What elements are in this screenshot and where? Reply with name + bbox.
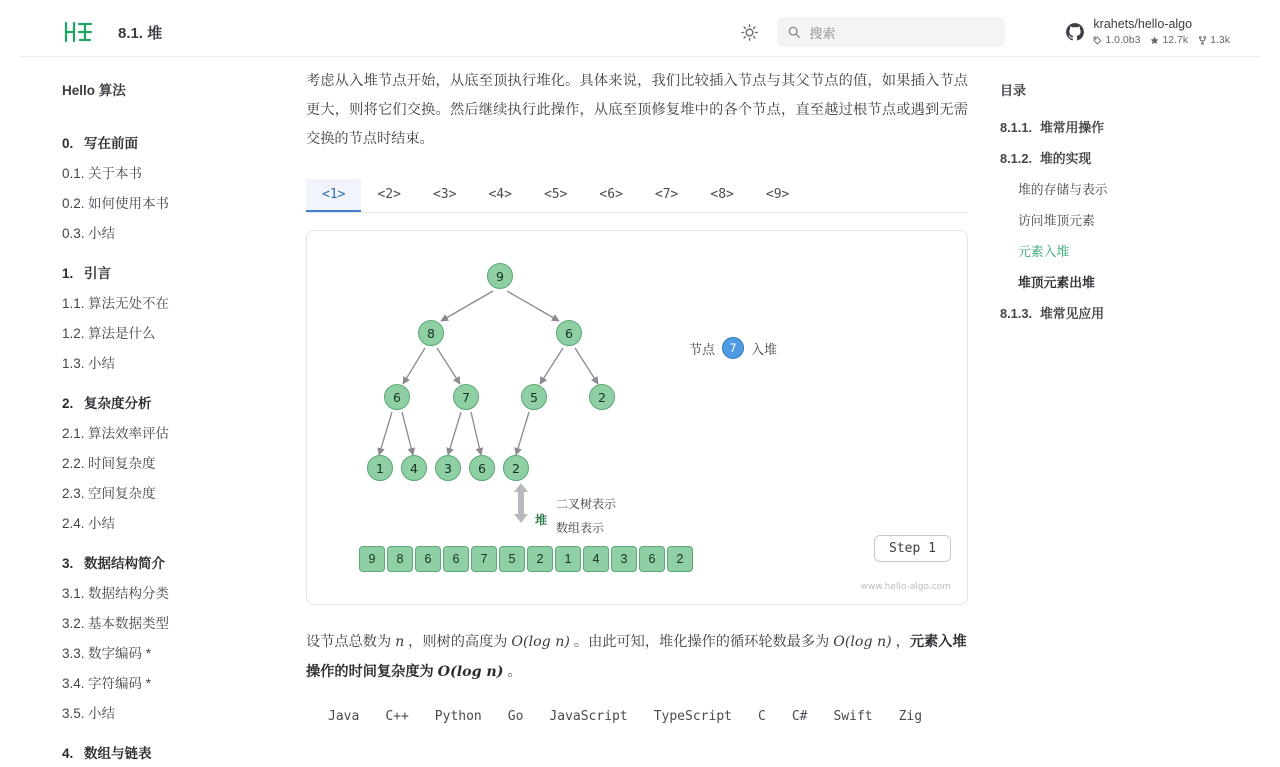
tag-icon bbox=[1093, 36, 1102, 45]
toc-item-number: 8.1.2. bbox=[1000, 151, 1033, 166]
sidebar-item-number: 4. bbox=[62, 746, 74, 761]
tree-node-0: 9 bbox=[487, 263, 513, 289]
tree-node-4: 7 bbox=[453, 384, 479, 410]
repo-forks-label: 1.3k bbox=[1210, 34, 1230, 47]
sidebar-item-number: 3.5. bbox=[62, 706, 85, 721]
sidebar-item-label: 算法效率评估 bbox=[88, 426, 169, 441]
sidebar-item-number: 3.4. bbox=[62, 676, 85, 691]
sidebar-item-label: 数据结构分类 bbox=[88, 586, 169, 601]
sidebar-item-4[interactable] bbox=[20, 257, 286, 287]
sidebar-item-13[interactable] bbox=[20, 547, 286, 577]
page-title: 8.1. 堆 bbox=[118, 24, 163, 42]
toc-item-number: 8.1.3. bbox=[1000, 306, 1033, 321]
sidebar-item-10[interactable] bbox=[20, 447, 286, 477]
repo-version-label: 1.0.0b3 bbox=[1105, 34, 1141, 47]
sidebar-item-label: 小结 bbox=[88, 226, 115, 241]
sidebar-item-12[interactable] bbox=[20, 507, 286, 537]
language-tab-go[interactable]: Go bbox=[507, 709, 524, 724]
sidebar-item-number: 0.1. bbox=[62, 166, 85, 181]
paragraph-intro: 考虑从入堆节点开始，从底至顶执行堆化。具体来说，我们比较插入节点与其父节点的值，如果插入节点更大，则将它们交换。然后继续执行此操作，从底至顶修复堆中的各个节点，直至越过根节点或遇到无需交换的节点时结束。 bbox=[306, 73, 968, 147]
step-tab-1[interactable]: <1> bbox=[306, 179, 361, 212]
math-n: n bbox=[395, 634, 405, 650]
language-tab-c-[interactable]: C++ bbox=[385, 709, 409, 724]
sidebar-item-label: 写在前面 bbox=[84, 136, 138, 151]
sidebar-item-6[interactable] bbox=[20, 317, 286, 347]
toc-item-4[interactable] bbox=[1000, 235, 1260, 266]
github-icon bbox=[1065, 22, 1085, 42]
array-cell-0: 9 bbox=[359, 546, 385, 572]
toc-item-5[interactable] bbox=[1000, 266, 1260, 297]
top-bar bbox=[20, 8, 1260, 57]
heap-word-label: 堆 bbox=[535, 513, 548, 527]
language-tab-zig[interactable]: Zig bbox=[898, 709, 923, 724]
fork-icon bbox=[1198, 36, 1207, 45]
sidebar-item-18[interactable] bbox=[20, 697, 286, 727]
tree-node-8: 4 bbox=[401, 455, 427, 481]
repo-stats bbox=[1093, 34, 1230, 47]
insert-node: 7 bbox=[722, 337, 744, 359]
figure-watermark: www.hello-algo.com bbox=[860, 582, 951, 592]
array-cell-11: 2 bbox=[667, 546, 693, 572]
sidebar-item-15[interactable] bbox=[20, 607, 286, 637]
sidebar-item-number: 2.3. bbox=[62, 486, 85, 501]
tree-node-5: 5 bbox=[521, 384, 547, 410]
step-tab-8[interactable]: <8> bbox=[710, 187, 734, 202]
insert-label bbox=[689, 337, 777, 359]
step-tab-7[interactable]: <7> bbox=[654, 187, 679, 202]
step-tab-5[interactable]: <5> bbox=[543, 187, 568, 202]
sidebar-item-number: 2.4. bbox=[62, 516, 85, 531]
search-icon bbox=[787, 25, 801, 39]
complexity-bold: 元素入堆操作的时间复杂度为 bbox=[306, 634, 967, 680]
repo-version bbox=[1093, 34, 1140, 47]
toc-item-label: 堆常见应用 bbox=[1040, 306, 1104, 321]
sidebar-item-number: 0.2. bbox=[62, 196, 85, 211]
sidebar-item-label: 小结 bbox=[88, 706, 115, 721]
array-cell-6: 2 bbox=[527, 546, 553, 572]
sidebar-item-number: 1. bbox=[62, 266, 74, 281]
array-cell-9: 3 bbox=[611, 546, 637, 572]
paragraph-complexity bbox=[306, 627, 968, 687]
sidebar-item-number: 0. bbox=[62, 136, 74, 151]
repo-text bbox=[1093, 17, 1230, 48]
repo-forks bbox=[1198, 34, 1230, 47]
sidebar-item-2[interactable] bbox=[20, 187, 286, 217]
toc-item-3[interactable] bbox=[1000, 204, 1260, 235]
sidebar-item-7[interactable] bbox=[20, 347, 286, 377]
sidebar-item-number: 3.3. bbox=[62, 646, 85, 661]
toc-item-label: 堆常用操作 bbox=[1040, 120, 1104, 135]
search-placeholder: 搜索 bbox=[809, 25, 836, 41]
repo-name: krahets/hello-algo bbox=[1093, 16, 1193, 31]
tree-node-1: 8 bbox=[418, 320, 444, 346]
heap-figure bbox=[306, 230, 968, 605]
complexity-text-4: ， bbox=[891, 634, 910, 650]
sidebar-item-number: 1.2. bbox=[62, 326, 85, 341]
sidebar-item-14[interactable] bbox=[20, 577, 286, 607]
language-tab-javascript[interactable]: JavaScript bbox=[549, 709, 628, 724]
toc-item-label: 堆的实现 bbox=[1040, 151, 1092, 166]
language-tab-java[interactable]: Java bbox=[328, 709, 360, 724]
sidebar-item-17[interactable] bbox=[20, 667, 286, 697]
sidebar-item-label: 算法是什么 bbox=[88, 326, 156, 341]
toc-item-label: 堆的存储与表示 bbox=[1018, 182, 1108, 197]
language-tab-c[interactable]: C bbox=[757, 709, 766, 724]
sidebar-item-label: 复杂度分析 bbox=[84, 396, 152, 411]
step-tab-2[interactable]: <2> bbox=[377, 187, 401, 202]
math-logn-1: O(log n) bbox=[511, 634, 570, 650]
repo-link[interactable] bbox=[1065, 17, 1230, 48]
complexity-text-1: 设节点总数为 bbox=[306, 634, 396, 650]
sidebar-item-list bbox=[20, 127, 286, 767]
sidebar-title: Hello 算法 bbox=[62, 83, 126, 98]
complexity-text-5: 。 bbox=[503, 664, 522, 680]
toc-item-1[interactable] bbox=[1000, 142, 1260, 173]
sidebar-item-0[interactable] bbox=[20, 127, 286, 157]
sidebar-item-8[interactable] bbox=[20, 387, 286, 417]
sidebar-item-label: 小结 bbox=[88, 356, 115, 371]
sidebar-item-9[interactable] bbox=[20, 417, 286, 447]
toc-item-number: 8.1.1. bbox=[1000, 120, 1033, 135]
repo-stars bbox=[1150, 34, 1188, 47]
sidebar-item-number: 3.2. bbox=[62, 616, 85, 631]
array-representation-label: 数组表示 bbox=[556, 521, 605, 535]
step-tab-bar[interactable] bbox=[306, 176, 968, 213]
sidebar-item-11[interactable] bbox=[20, 477, 286, 507]
tree-node-3: 6 bbox=[384, 384, 410, 410]
array-cell-8: 4 bbox=[583, 546, 609, 572]
language-tab-bar[interactable] bbox=[306, 709, 968, 724]
tree-node-9: 3 bbox=[435, 455, 461, 481]
tree-node-7: 1 bbox=[367, 455, 393, 481]
star-icon bbox=[1150, 36, 1159, 45]
language-tab-typescript[interactable]: TypeScript bbox=[653, 709, 732, 724]
sidebar-item-1[interactable] bbox=[20, 157, 286, 187]
sidebar-item-number: 3.1. bbox=[62, 586, 85, 601]
sidebar-item-label: 数组与链表 bbox=[84, 746, 152, 761]
sidebar-item-number: 3. bbox=[62, 556, 74, 571]
toc-item-list bbox=[1000, 111, 1260, 328]
hello-algo-logo-icon[interactable] bbox=[62, 19, 96, 45]
sidebar-item-3[interactable] bbox=[20, 217, 286, 247]
math-logn-3: O(log n) bbox=[437, 664, 504, 680]
array-cell-10: 6 bbox=[639, 546, 665, 572]
sidebar-item-number: 2. bbox=[62, 396, 74, 411]
sidebar-item-label: 引言 bbox=[84, 266, 111, 281]
sidebar-item-label: 如何使用本书 bbox=[88, 196, 169, 211]
top-bar-right bbox=[735, 8, 1260, 56]
toc-title: 目录 bbox=[1000, 83, 1027, 98]
sidebar-item-label: 数据结构简介 bbox=[84, 556, 165, 571]
toc-item-6[interactable] bbox=[1000, 297, 1260, 328]
sidebar-item-16[interactable] bbox=[20, 637, 286, 667]
toc-item-2[interactable] bbox=[1000, 173, 1260, 204]
sidebar-item-19[interactable] bbox=[20, 737, 286, 767]
sidebar-item-label: 基本数据类型 bbox=[88, 616, 169, 631]
array-cell-4: 7 bbox=[471, 546, 497, 572]
tree-node-6: 2 bbox=[589, 384, 615, 410]
sidebar-item-label: 数字编码 * bbox=[88, 646, 152, 661]
language-tab-swift[interactable]: Swift bbox=[833, 709, 873, 724]
step-indicator: Step 1 bbox=[874, 535, 951, 562]
sidebar-item-number: 0.3. bbox=[62, 226, 85, 241]
language-tab-python[interactable]: Python bbox=[434, 709, 482, 724]
array-cell-7: 1 bbox=[555, 546, 581, 572]
math-logn-2: O(log n) bbox=[833, 634, 892, 650]
sidebar-item-5[interactable] bbox=[20, 287, 286, 317]
sidebar[interactable] bbox=[20, 57, 286, 761]
language-tab-c-[interactable]: C# bbox=[791, 709, 808, 724]
insert-label-suffix: 入堆 bbox=[751, 341, 778, 357]
sidebar-item-number: 2.2. bbox=[62, 456, 85, 471]
sidebar-item-label: 关于本书 bbox=[88, 166, 142, 181]
step-tab-9[interactable]: <9> bbox=[765, 187, 790, 202]
repo-stars-label: 12.7k bbox=[1162, 34, 1189, 47]
array-cell-2: 6 bbox=[415, 546, 441, 572]
array-cell-3: 6 bbox=[443, 546, 469, 572]
step-tab-6[interactable]: <6> bbox=[599, 187, 623, 202]
sidebar-item-number: 1.3. bbox=[62, 356, 85, 371]
sidebar-item-label: 小结 bbox=[88, 516, 115, 531]
toc-item-label: 访问堆顶元素 bbox=[1018, 213, 1095, 228]
complexity-text-2: ，则树的高度为 bbox=[404, 634, 512, 650]
sidebar-item-label: 算法无处不在 bbox=[88, 296, 169, 311]
array-cell-5: 5 bbox=[499, 546, 525, 572]
appearance-toggle-icon[interactable] bbox=[735, 18, 763, 46]
insert-label-prefix: 节点 bbox=[689, 341, 716, 357]
step-tab-3[interactable]: <3> bbox=[432, 187, 457, 202]
array-cell-1: 8 bbox=[387, 546, 413, 572]
toc-item-label: 元素入堆 bbox=[1018, 244, 1070, 259]
sidebar-item-number: 2.1. bbox=[62, 426, 85, 441]
step-tab-4[interactable]: <4> bbox=[488, 187, 512, 202]
sidebar-item-label: 字符编码 * bbox=[88, 676, 152, 691]
table-of-contents bbox=[1000, 80, 1260, 328]
sidebar-item-label: 时间复杂度 bbox=[88, 456, 156, 471]
toc-item-label: 堆顶元素出堆 bbox=[1018, 275, 1095, 290]
tree-node-10: 6 bbox=[469, 455, 495, 481]
tree-representation-label: 二叉树表示 bbox=[556, 497, 617, 511]
search-input[interactable] bbox=[777, 17, 1005, 47]
main-content bbox=[306, 57, 968, 724]
sidebar-item-label: 空间复杂度 bbox=[88, 486, 156, 501]
toc-item-0[interactable] bbox=[1000, 111, 1260, 142]
tree-node-11: 2 bbox=[503, 455, 529, 481]
tree-node-2: 6 bbox=[556, 320, 582, 346]
complexity-text-3: 。由此可知，堆化操作的循环轮数最多为 bbox=[569, 634, 834, 650]
sidebar-item-number: 1.1. bbox=[62, 296, 85, 311]
